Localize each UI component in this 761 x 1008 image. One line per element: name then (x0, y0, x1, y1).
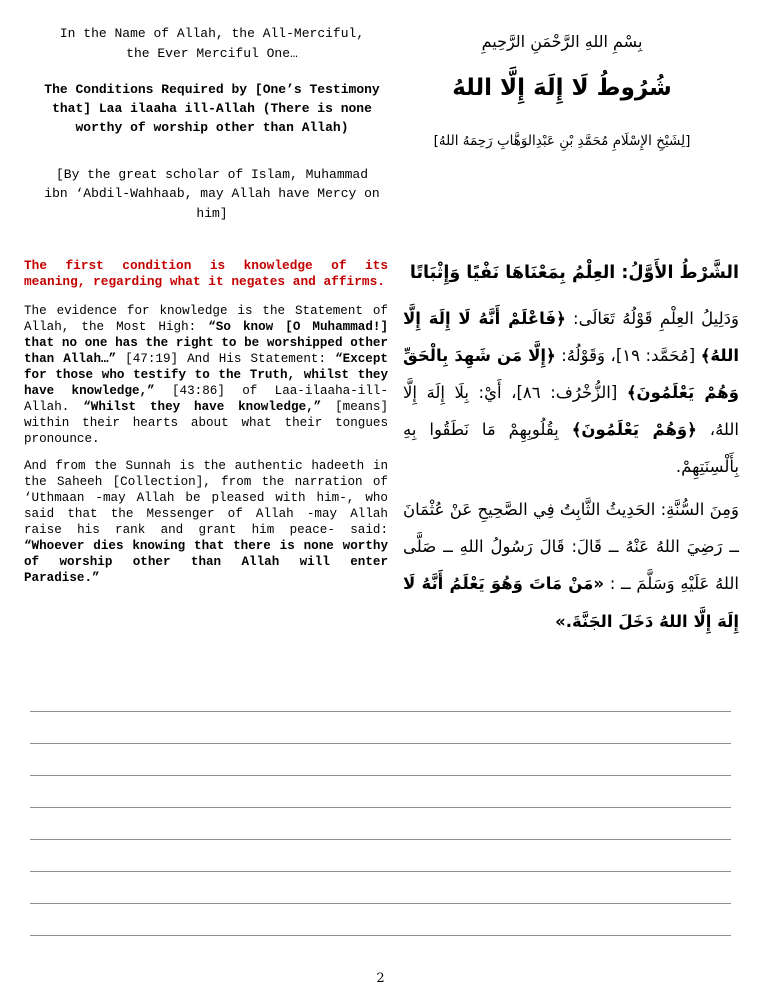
note-line (30, 904, 731, 936)
quran-quote: “Whilst they have knowledge,” (83, 400, 322, 414)
notes-area (30, 680, 731, 936)
note-line (30, 680, 731, 712)
quran-quote: “Except for those who testify to the Truth, whilst they have knowledge,” (24, 352, 388, 398)
text-run: وَدَلِيلُ العِلْمِ قَوْلُهُ تَعَالَى: (565, 308, 739, 328)
main-content (0, 258, 761, 660)
arabic-paragraph-sunnah (403, 491, 739, 640)
quran-quote: ﴿فَاعْلَمْ أَنَّهُ لَا إِلَهَ إِلَّا اللهُ﴾ (403, 308, 739, 365)
note-line (30, 712, 731, 744)
first-condition-heading-arabic: الشَّرْطُ الأَوَّلُ: العِلْمُ بِمَعْنَاهَا نَفْيًا وَإِثْبَاتًا (409, 263, 739, 283)
quran-quote: “So know [O Muhammad!] that no one has the right to be worshipped other than Allah…” (24, 320, 389, 366)
text-run: وَمِنَ السُّنَّةِ: الحَدِيثُ الثَّابِتُ فِي الصَّحِيحِ عَنْ عُثْمَانَ ــ رَضِيَ اللهُ عَنْهُ ــ قَالَ: قَالَ رَسُولُ اللهِ ــ صَلَّى اللهُ عَلَيْهِ وَسَلَّمَ ــ : (403, 500, 739, 594)
header-english (36, 24, 388, 221)
hadith-quote: “Whoever dies knowing that there is none worthy of worship other than Allah will enter Paradise.” (24, 539, 388, 585)
header-arabic (397, 24, 727, 212)
english-paragraph-evidence (24, 303, 388, 447)
arabic-author-line: [لِشَيْخِ الإِسْلَامِ مُحَمَّدِ بْنِ عَبْدِالوَهَّابِ رَحِمَهُ اللهُ] (433, 133, 691, 149)
english-column (24, 258, 388, 660)
text-run: [الزُّخْرُف: ٨٦]، أَيْ: بِلَا إِلَهَ إِلَّا اللهُ، (403, 382, 739, 439)
arabic-paragraph-evidence (403, 300, 739, 486)
note-line (30, 872, 731, 904)
note-line (30, 840, 731, 872)
text-run: [means] within their hearts about what their tongues pronounce. (24, 400, 389, 446)
hadith-quote: «مَنْ مَاتَ وَهُوَ يَعْلَمُ أَنَّهُ لَا إِلَهَ إِلَّا اللهُ دَخَلَ الجَنَّةَ.» (403, 574, 739, 631)
note-line (30, 744, 731, 776)
english-paragraph-sunnah (24, 458, 388, 586)
quran-quote: ﴿إِلَّا مَن شَهِدَ بِالْحَقِّ وَهُمْ يَعْلَمُونَ﴾ (403, 345, 739, 402)
english-title: The Conditions Required by [One’s Testimony that] Laa ilaaha ill-Allah (There is none worthy of worship other than Allah) (44, 82, 380, 135)
text-run: [47:19] And His Statement: (116, 352, 336, 366)
english-author-line: [By the great scholar of Islam, Muhammad ibn ‘Abdil-Wahhaab, may Allah have Mercy on him] (44, 166, 380, 221)
text-run: بِقُلُوبِهِمْ مَا نَطَقُوا بِهِ بِأَلْسِنَتِهِمْ. (403, 419, 739, 476)
note-line (30, 776, 731, 808)
arabic-column (403, 258, 739, 660)
text-run: [43:86] of Laa-ilaaha-ill-Allah. (24, 384, 389, 414)
english-basmala-line2: the Ever Merciful One… (126, 46, 298, 62)
quran-quote: ﴿وَهُمْ يَعْلَمُونَ﴾ (571, 419, 697, 439)
note-line (30, 808, 731, 840)
english-basmala (36, 24, 388, 64)
text-run: [مُحَمَّد: ١٩]، وَقَوْلُهُ: (555, 345, 701, 365)
arabic-title: شُرُوطُ لَا إِلَهَ إِلَّا اللهُ (452, 75, 672, 101)
text-run: The evidence for knowledge is the Statement of Allah, the Most High: (24, 304, 388, 334)
header (0, 0, 761, 221)
first-condition-heading: The first condition is knowledge of its meaning, regarding what it negates and affirms. (24, 258, 388, 289)
text-run: And from the Sunnah is the authentic hadeeth in the Saheeh [Collection], from the narration of ‘Uthmaan -may Allah be pleased with him-, who said that the Messenger of Allah -may Allah raise his rank and grant him peace- said: (24, 459, 388, 537)
english-basmala-line1: In the Name of Allah, the All-Merciful, (59, 26, 365, 41)
page-number: 2 (376, 971, 385, 986)
arabic-basmala: بِسْمِ اللهِ الرَّحْمَنِ الرَّحِيمِ (481, 32, 643, 51)
